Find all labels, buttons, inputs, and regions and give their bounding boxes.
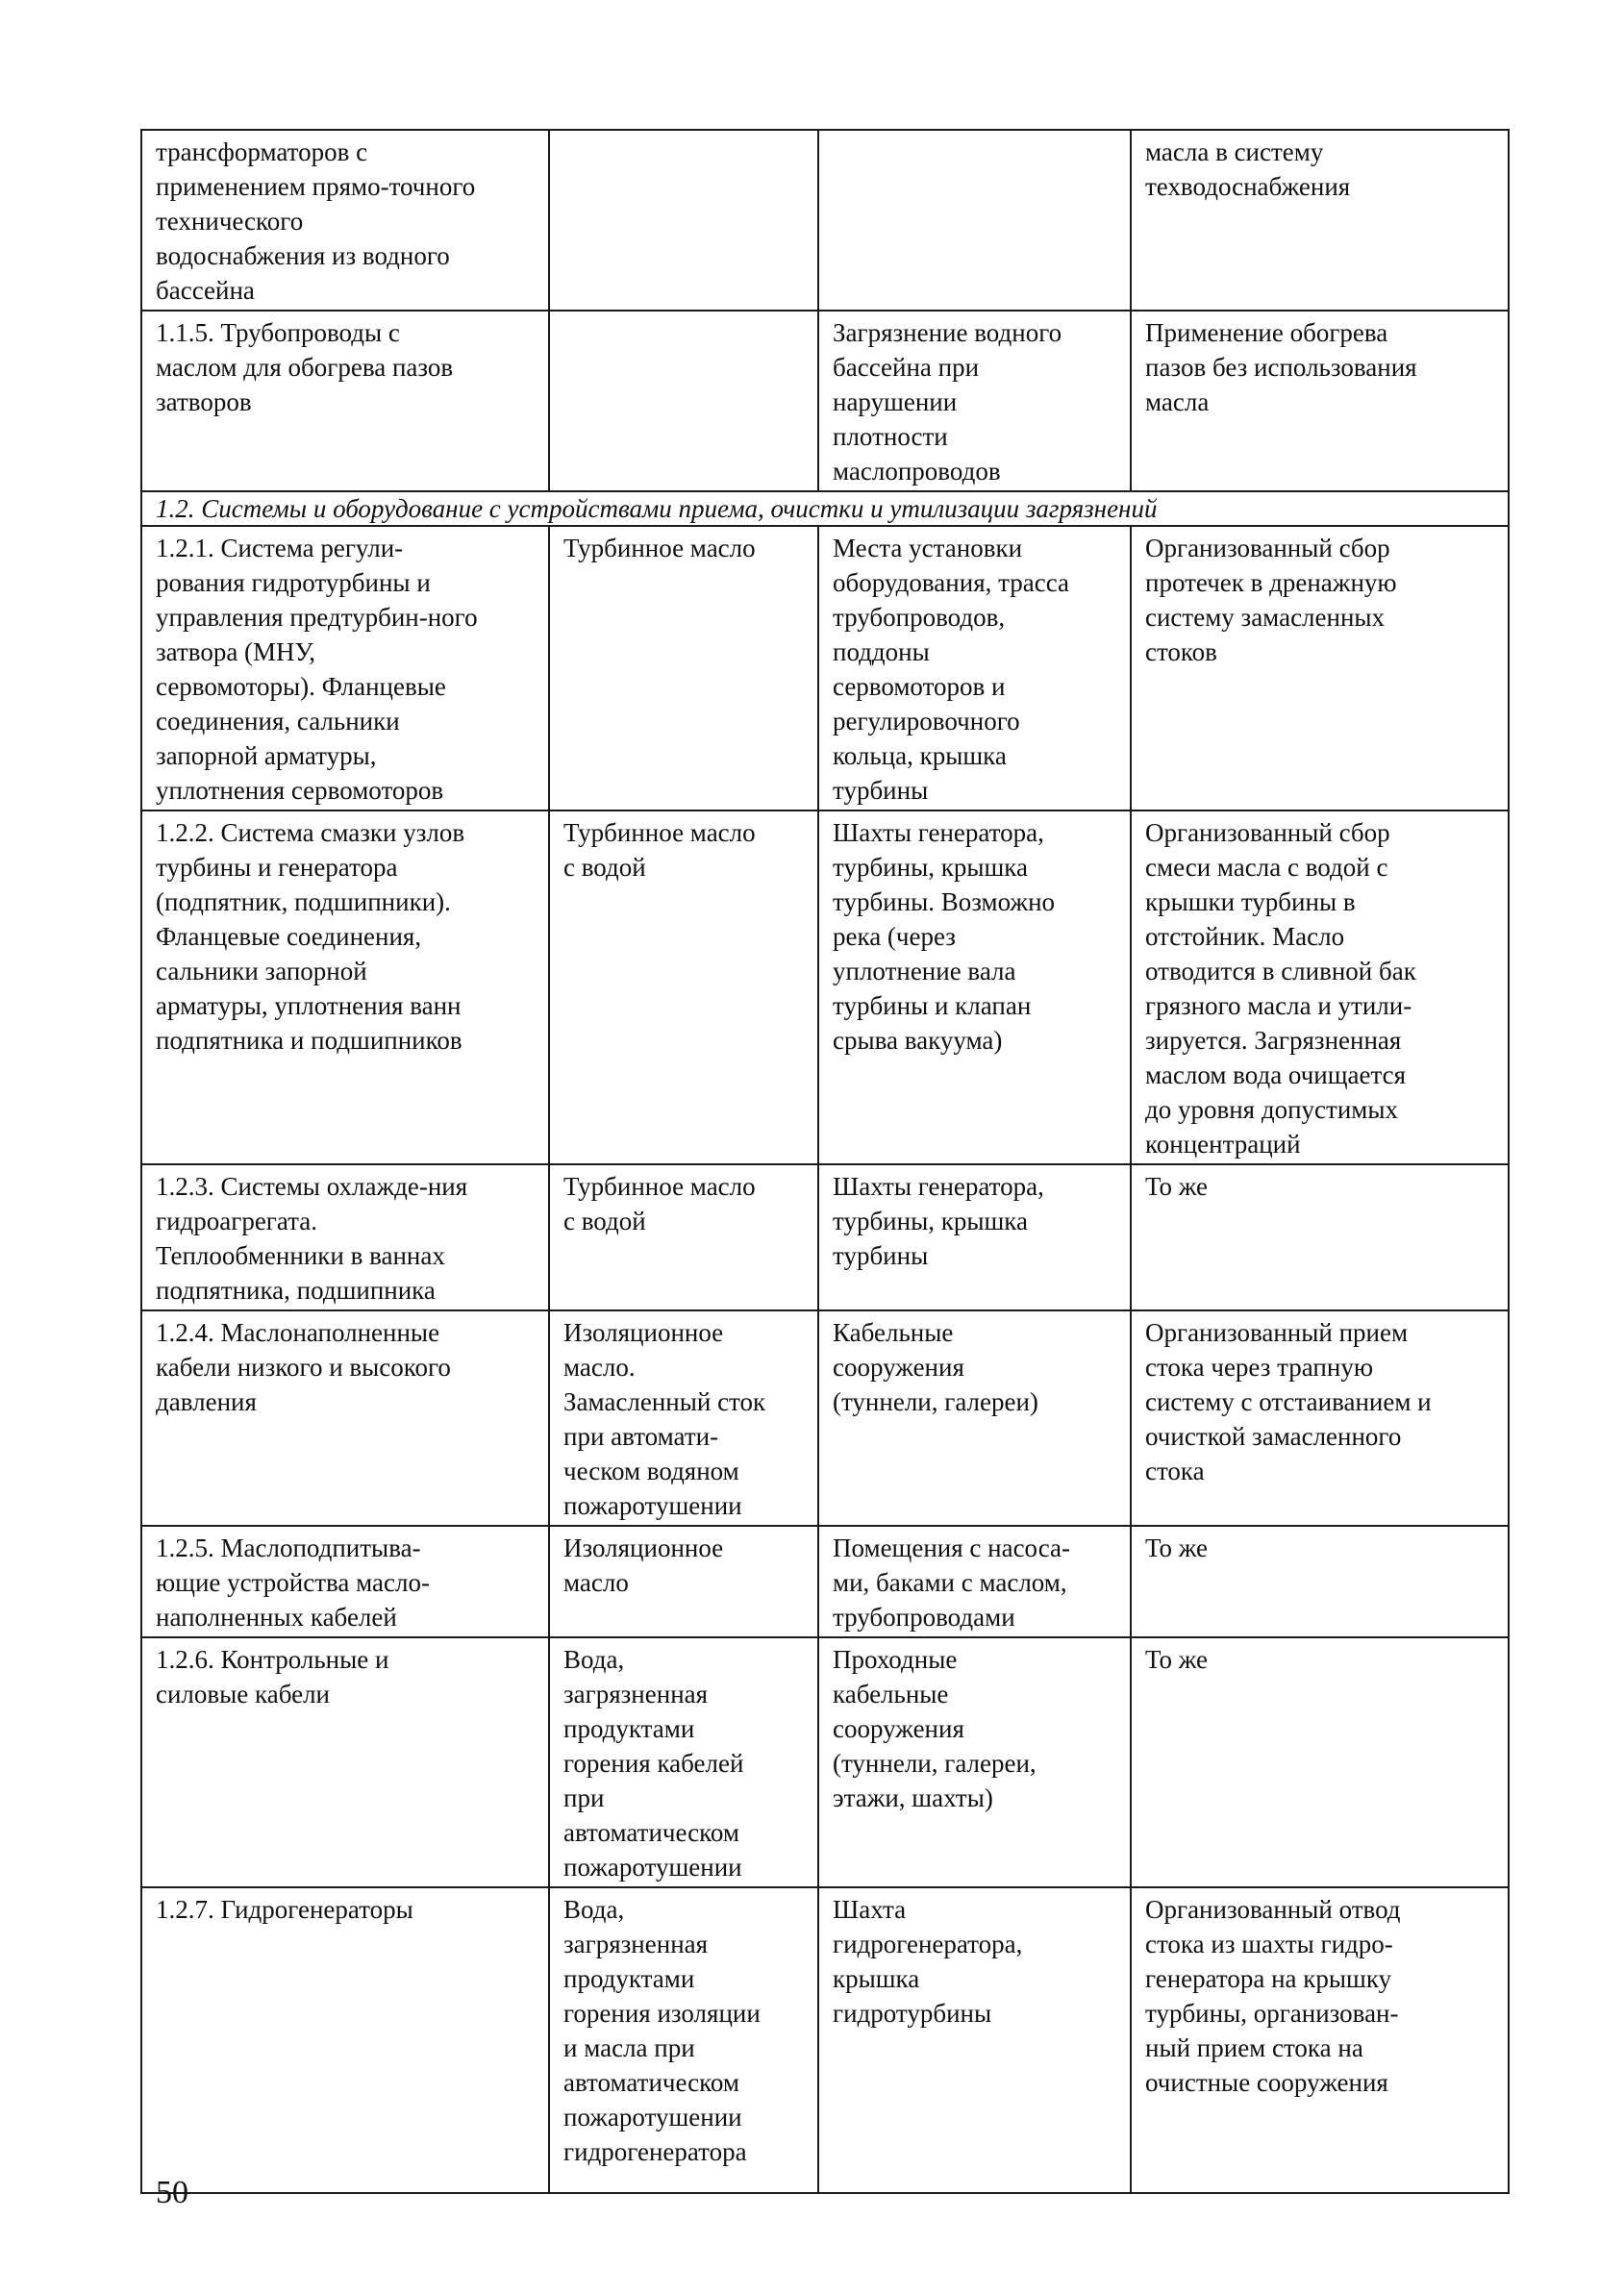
table-cell: Организованный сбор протечек в дренажную систему замасленных стоков [1131,526,1509,810]
table-cell: 1.2.2. Система смазки узлов турбины и генератора (подпятник, подшипники). Фланцевые соединения, сальники запорной арматуры, уплотнения ванн подпятника и подшипников [141,810,549,1164]
table-cell: Турбинное масло [549,526,818,810]
table-cell [549,311,818,491]
table-cell: Организованный сбор смеси масла с водой с крышки турбины в отстойник. Масло отводится в сливной бак грязного масла и утили- зируется. Загрязненная маслом вода очищается до уровня допустимых концентраций [1131,810,1509,1164]
table-cell: 1.1.5. Трубопроводы с маслом для обогрева пазов затворов [141,311,549,491]
table-cell: трансформаторов с применением прямо-точного технического водоснабжения из водного бассейна [141,130,549,311]
table-cell: Организованный прием стока через трапную систему с отстаиванием и очисткой замасленного стока [1131,1310,1509,1526]
section-row [141,491,1509,526]
table-cell: Кабельные сооружения (туннели, галереи) [818,1310,1131,1526]
table-cell: Помещения с насоса- ми, баками с маслом, трубопроводами [818,1526,1131,1637]
table-row [141,1310,1509,1526]
table-cell: Вода, загрязненная продуктами горения кабелей при автоматическом пожаротушении [549,1637,818,1887]
table-cell: Проходные кабельные сооружения (туннели, галереи, этажи, шахты) [818,1637,1131,1887]
document-table [140,129,1510,2194]
table-row [141,1526,1509,1637]
table-cell: Шахты генератора, турбины, крышка турбины [818,1164,1131,1310]
section-heading: 1.2. Системы и оборудование с устройствами приема, очистки и утилизации загрязнений [141,491,1509,526]
table-row [141,810,1509,1164]
table-cell: масла в систему техводоснабжения [1131,130,1509,311]
table-cell: Турбинное масло с водой [549,810,818,1164]
table-cell: Шахты генератора, турбины, крышка турбины. Возможно река (через уплотнение вала турбины и клапан срыва вакуума) [818,810,1131,1164]
table-cell [818,130,1131,311]
table-row [141,1164,1509,1310]
table-cell: Турбинное масло с водой [549,1164,818,1310]
table-cell: Шахта гидрогенератора, крышка гидротурбины [818,1887,1131,2193]
table-cell: 1.2.5. Маслоподпитыва- ющие устройства масло- наполненных кабелей [141,1526,549,1637]
page-number: 50 [156,2175,188,2210]
table-cell: 1.2.3. Системы охлажде-ния гидроагрегата. Теплообменники в ваннах подпятника, подшипника [141,1164,549,1310]
table-row [141,526,1509,810]
table-cell: Изоляционное масло. Замасленный сток при автомати- ческом водяном пожаротушении [549,1310,818,1526]
table-cell: Вода, загрязненная продуктами горения изоляции и масла при автоматическом пожаротушении гидрогенератора [549,1887,818,2193]
table-cell: 1.2.6. Контрольные и силовые кабели [141,1637,549,1887]
table-cell: То же [1131,1526,1509,1637]
table-cell: То же [1131,1164,1509,1310]
table-cell: То же [1131,1637,1509,1887]
table-cell: Места установки оборудования, трасса трубопроводов, поддоны сервомоторов и регулировочного кольца, крышка турбины [818,526,1131,810]
table-cell: 1.2.1. Система регули- рования гидротурбины и управления предтурбин-ного затвора (МНУ, сервомоторы). Фланцевые соединения, сальники запорной арматуры, уплотнения сервомоторов [141,526,549,810]
table-row [141,1637,1509,1887]
table-cell: Загрязнение водного бассейна при нарушении плотности маслопроводов [818,311,1131,491]
table-cell: 1.2.4. Маслонаполненные кабели низкого и высокого давления [141,1310,549,1526]
table-row [141,311,1509,491]
table-row [141,130,1509,311]
table-cell: Изоляционное масло [549,1526,818,1637]
table-cell: Применение обогрева пазов без использования масла [1131,311,1509,491]
table-row [141,1887,1509,2193]
table-cell: Организованный отвод стока из шахты гидро- генератора на крышку турбины, организован- ный прием стока на очистные сооружения [1131,1887,1509,2193]
table-cell [549,130,818,311]
table-cell: 1.2.7. Гидрогенераторы [141,1887,549,2193]
